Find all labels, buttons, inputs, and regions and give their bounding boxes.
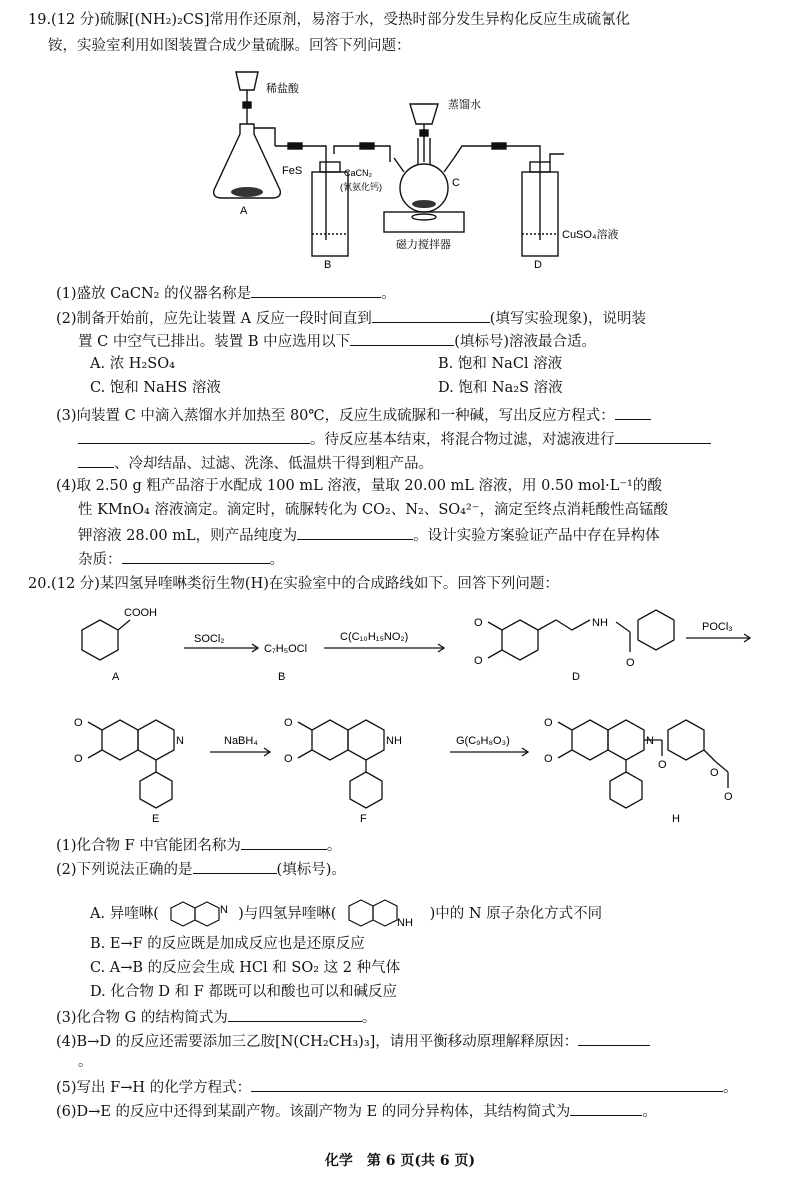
label-nh-f: NH — [386, 735, 402, 747]
q19-part4b: 性 KMnO₄ 溶液滴定。滴定时，硫脲转化为 CO₂、N₂、SO₄²⁻，滴定至终点消耗酸性高锰酸 — [78, 502, 668, 518]
q19-option-b: B. 饱和 NaCl 溶液 — [438, 356, 563, 372]
label-A: A — [240, 205, 248, 217]
answer-blank[interactable] — [570, 1100, 642, 1116]
label-o-2: O — [474, 655, 483, 667]
label-D-cmpd: D — [572, 671, 580, 683]
q20-option-a: A. 异喹啉( N )与四氢异喹啉( NH )中的 N 原子杂化方式不同 — [90, 896, 602, 932]
answer-blank[interactable] — [350, 330, 454, 346]
label-fes: FeS — [282, 165, 303, 177]
q20-scheme-row1 — [60, 600, 760, 690]
q19-stem-line2: 铵，实验室利用如图装置合成少量硫脲。回答下列问题： — [48, 38, 411, 54]
q19-option-c: C. 饱和 NaHS 溶液 — [90, 380, 221, 396]
answer-blank[interactable] — [578, 1030, 650, 1046]
q20-part6: (6)D→E 的反应中还得到某副产物。该副产物为 E 的同分异构体，其结构简式为 。 — [56, 1100, 657, 1122]
label-C: C — [452, 177, 460, 189]
label-F-cmpd: F — [360, 813, 367, 825]
q20-part1: (1)化合物 F 中官能团名称为 。 — [56, 834, 341, 856]
q20-scheme-row2 — [60, 700, 760, 825]
label-nh-d: NH — [592, 617, 608, 629]
answer-blank[interactable] — [228, 1006, 362, 1022]
label-b-formula: C₇H₅OCl — [264, 643, 308, 655]
label-stirrer: 磁力搅拌器 — [396, 239, 451, 251]
q20-part3: (3)化合物 G 的结构简式为 。 — [56, 1006, 376, 1028]
answer-blank[interactable] — [372, 307, 490, 323]
label-E-cmpd: E — [152, 813, 160, 825]
q20-part4-end: 。 — [78, 1054, 93, 1070]
svg-text:NH: NH — [397, 917, 413, 929]
label-A-cmpd: A — [112, 671, 120, 683]
label-o-e1: O — [74, 717, 83, 729]
answer-blank[interactable] — [78, 452, 114, 468]
page-footer: 化学 第 6 页(共 6 页) — [324, 1153, 476, 1169]
q19-stem-line1: 19.(12 分)硫脲[(NH₂)₂CS]常用作还原剂，易溶于水，受热时部分发生异构化反应生成硫氰化 — [28, 12, 631, 28]
label-B: B — [324, 259, 332, 271]
q20-option-c: C. A→B 的反应会生成 HCl 和 SO₂ 这 2 种气体 — [90, 960, 401, 976]
label-o-h1: O — [544, 717, 553, 729]
q19-part3c: 、冷却结晶、过滤、洗涤、低温烘干得到粗产品。 — [78, 452, 433, 474]
answer-blank[interactable] — [241, 834, 327, 850]
label-cooh: COOH — [124, 607, 157, 619]
q19-part4a: (4)取 2.50 g 粗产品溶于水配成 100 mL 溶液，量取 20.00 mL 溶液，用 0.50 mol·L⁻¹的酸 — [56, 478, 662, 494]
q20-part2: (2)下列说法正确的是 (填标号)。 — [56, 858, 346, 880]
label-o-1: O — [474, 617, 483, 629]
label-water: 蒸馏水 — [448, 99, 481, 111]
q19-part4d: 杂质： 。 — [78, 548, 284, 570]
label-H-cmpd: H — [672, 813, 680, 825]
label-cacn2-note: (氰氨化钙) — [340, 182, 382, 192]
label-cuso4: CuSO₄溶液 — [562, 229, 619, 241]
label-pocl3: POCl₃ — [702, 621, 733, 633]
answer-blank[interactable] — [122, 548, 270, 564]
svg-text:N: N — [220, 904, 229, 916]
isoquinoline-structure — [163, 899, 233, 929]
label-acid: 稀盐酸 — [266, 83, 299, 95]
label-o-f2: O — [284, 753, 293, 765]
label-B-cmpd: B — [278, 671, 286, 683]
answer-blank[interactable] — [193, 858, 277, 874]
q19-option-d: D. 饱和 Na₂S 溶液 — [438, 380, 563, 396]
label-D: D — [534, 259, 542, 271]
label-n-e: N — [176, 735, 184, 747]
answer-blank[interactable] — [78, 428, 310, 444]
q20-option-b: B. E→F 的反应既是加成反应也是还原反应 — [90, 936, 365, 952]
label-nabh4: NaBH₄ — [224, 735, 258, 747]
label-o-h5: O — [724, 791, 733, 803]
label-o-f1: O — [284, 717, 293, 729]
answer-blank[interactable] — [615, 428, 711, 444]
label-c-reagent: C(C₁₀H₁₅NO₂) — [340, 631, 409, 643]
q19-option-a: A. 浓 H₂SO₄ — [90, 356, 175, 372]
answer-blank[interactable] — [251, 282, 381, 298]
q20-part4: (4)B→D 的反应还需要添加三乙胺[N(CH₂CH₃)₃]，请用平衡移动原理解释原因： — [56, 1030, 650, 1052]
label-o-carbonyl: O — [626, 657, 635, 669]
label-n-h: N — [646, 735, 654, 747]
q19-apparatus-figure — [200, 62, 640, 272]
label-socl2: SOCl₂ — [194, 633, 225, 645]
q19-part1: (1)盛放 CaCN₂ 的仪器名称是 。 — [56, 282, 396, 304]
q19-part3a: (3)向装置 C 中滴入蒸馏水并加热至 80℃，反应生成硫脲和一种碱，写出反应方程式： — [56, 404, 651, 426]
answer-blank[interactable] — [615, 404, 651, 420]
q20-part5: (5)写出 F→H 的化学方程式： 。 — [56, 1076, 738, 1098]
answer-blank[interactable] — [297, 524, 413, 540]
label-o-h3: O — [658, 759, 667, 771]
label-o-e2: O — [74, 753, 83, 765]
label-g-reagent: G(C₉H₈O₃) — [456, 735, 510, 747]
q20-stem: 20.(12 分)某四氢异喹啉类衍生物(H)在实验室中的合成路线如下。回答下列问题： — [28, 576, 559, 592]
tetrahydroisoquinoline-structure — [341, 896, 425, 932]
q20-option-d: D. 化合物 D 和 F 都既可以和酸也可以和碱反应 — [90, 984, 397, 1000]
label-o-h2: O — [544, 753, 553, 765]
q19-part4c: 钾溶液 28.00 mL，则产品纯度为 。设计实验方案验证产品中存在异构体 — [78, 524, 660, 546]
q19-part3b: 。待反应基本结束，将混合物过滤，对滤液进行 — [78, 428, 711, 450]
label-o-h4: O — [710, 767, 719, 779]
answer-blank[interactable] — [251, 1076, 723, 1092]
label-cacn2: CaCN₂ — [344, 168, 372, 178]
q19-part2b: 置 C 中空气已排出。装置 B 中应选用以下 (填标号)溶液最合适。 — [78, 330, 596, 352]
q19-part2a: (2)制备开始前，应先让装置 A 反应一段时间直到 (填写实验现象)，说明装 — [56, 307, 646, 329]
